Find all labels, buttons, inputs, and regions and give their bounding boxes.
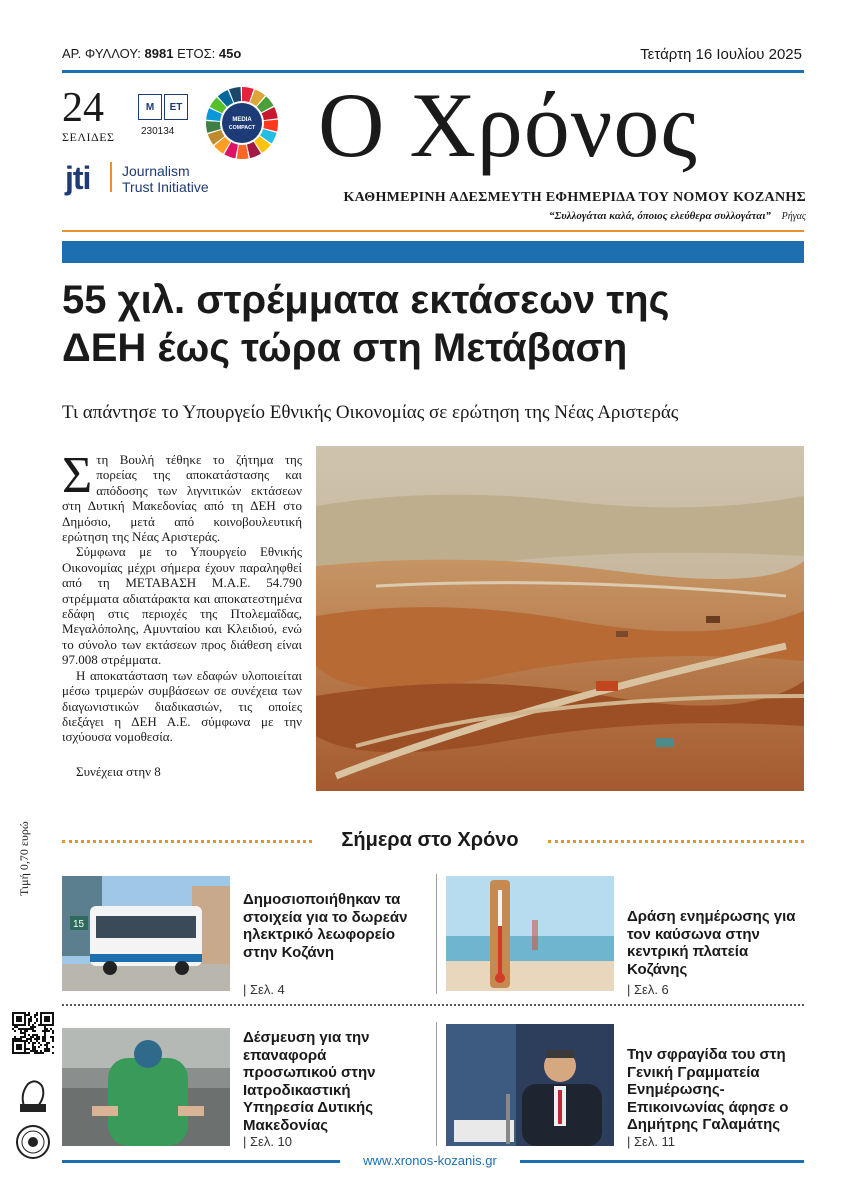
issue-year: 45ο [218, 46, 242, 61]
story-divider-vertical-2 [436, 1022, 437, 1146]
met-logo: Μ ΕΤ [138, 94, 188, 120]
story-title-4[interactable]: Την σφραγίδα του στη Γενική Γραμματεία Ενημέρωσης-Επικοινωνίας άφησε ο Δημήτρης Γαλαμάτης [627, 1046, 789, 1133]
story-title-1[interactable]: Δημοσιοποιήθηκαν τα στοιχεία για το δωρεάν ηλεκτρικό λεωφορείο στην Κοζάνη [243, 891, 408, 961]
qr-code-icon[interactable] [12, 1012, 54, 1054]
section-dots-right [548, 840, 804, 843]
dropcap: Σ [62, 447, 93, 504]
story-page-1: | Σελ. 4 [243, 982, 285, 997]
svg-text:COMPACT: COMPACT [228, 125, 256, 131]
motto: “Συλλογάται καλά, όποιος ελεύθερα συλλογάται” Ρήγας [548, 210, 806, 222]
issue-date: Τετάρτη 16 Ιουλίου 2025 [640, 46, 802, 63]
thermometer-photo [446, 876, 614, 991]
jti-divider [110, 162, 112, 192]
story-page-3: | Σελ. 10 [243, 1134, 293, 1149]
jti-logo: jti [65, 160, 91, 196]
sdg-segment [263, 120, 278, 132]
motto-author: Ρήγας [781, 211, 806, 222]
pages-label: ΣΕΛΙΔΕΣ [62, 130, 115, 144]
speaker-photo [446, 1024, 614, 1146]
lead-deck: Τι απάντησε το Υπουργείο Εθνικής Οικονομίας σε ερώτηση της Νέας Αριστεράς [62, 402, 679, 423]
footer-url[interactable]: www.xronos-kozanis.gr [363, 1153, 497, 1168]
met-number: 230134 [141, 126, 175, 137]
lead-headline: 55 χιλ. στρέμματα εκτάσεων της ΔΕΗ έως τώρα στη Μετάβαση [62, 278, 670, 370]
price: Τιμή 0,70 ευρώ [17, 821, 31, 896]
issue-number: 8981 [144, 46, 174, 61]
newspaper-subtitle: ΚΑΘΗΜΕΡΙΝΗ ΑΔΕΣΜΕΥΤΗ ΕΦΗΜΕΡΙΔΑ ΤΟΥ ΝΟΜΟΥ ΚΟΖΑΝΗΣ [343, 190, 806, 205]
masthead-band [62, 241, 804, 263]
issue-info: ΑΡ. ΦΥΛΛΟΥ: 8981 ΕΤΟΣ: 45ο [62, 46, 242, 61]
pathologist-photo [62, 1028, 230, 1146]
continued-link[interactable]: Συνέχεια στην 8 [76, 764, 161, 779]
masthead-rule-orange [62, 230, 804, 232]
newspaper-title: Ο Χρόνος [318, 74, 698, 176]
story-title-2[interactable]: Δράση ενημέρωσης για τον καύσωνα στην κεντρική πλατεία Κοζάνης [627, 908, 796, 978]
elta-stamp-icon [16, 1076, 50, 1114]
story-divider-vertical-1 [436, 874, 437, 994]
bus-photo [62, 876, 230, 991]
lead-paragraph-2: Σύμφωνα με το Υπουργείο Εθνικής Οικονομίας μέχρι σήμερα έχουν παραληφθεί από τη ΜΕΤΑΒΑΣΗ Μ.Α.Ε. 54.790 στρέμματα αδιατάρακτα και αποκατεστημένα εδάφη στις περιοχές της Πτολεμαΐδας, Μεγαλόπολης, Αμυνταίου και Κλειδιού, ενώ το σύνολο των εκτάσεων προς διάθεση είναι 97.008 στρέμματα. [62, 544, 302, 668]
mine-landscape-photo [316, 446, 804, 791]
sdg-media-compact-logo [205, 86, 279, 160]
lead-paragraph-3: Η αποκατάσταση των εδαφών υλοποιείται μέσω τριμερών συμβάσεων σε συνέχεια των διαγωνιστικών διαδικασιών, τις οποίες διεξάγει η ΔΕΗ Α.Ε. σύμφωνα με την ισχύουσα νομοθεσία. [62, 667, 302, 745]
jti-text: Journalism Trust Initiative [122, 163, 209, 195]
footer-rule-right [520, 1160, 804, 1163]
sdg-segment [237, 145, 249, 159]
lead-paragraph-1: Στη Βουλή τέθηκε το ζήτημα της πορείας της αποκατάστασης και απόδοσης των λιγνιτικών εκτάσεων στη Δυτική Μακεδονίας από τη ΔΕΗ στο Δημόσιο, μετά από κοινοβουλευτική ερώτηση της Νέας Αριστεράς. [62, 447, 302, 545]
pages-count: 24 [62, 85, 104, 131]
story-title-3[interactable]: Δέσμευση για την επαναφορά προσωπικού στην Ιατροδικαστική Υπηρεσία Δυτικής Μακεδονίας [243, 1029, 376, 1134]
story-page-2: | Σελ. 6 [627, 982, 669, 997]
story-row-separator [62, 1004, 804, 1006]
bus-number-sign: 15 [73, 919, 85, 930]
story-page-4: | Σελ. 11 [627, 1134, 676, 1149]
section-title: Σήμερα στο Χρόνο [341, 829, 519, 851]
svg-text:MEDIA: MEDIA [232, 117, 252, 123]
lead-body [62, 447, 302, 745]
